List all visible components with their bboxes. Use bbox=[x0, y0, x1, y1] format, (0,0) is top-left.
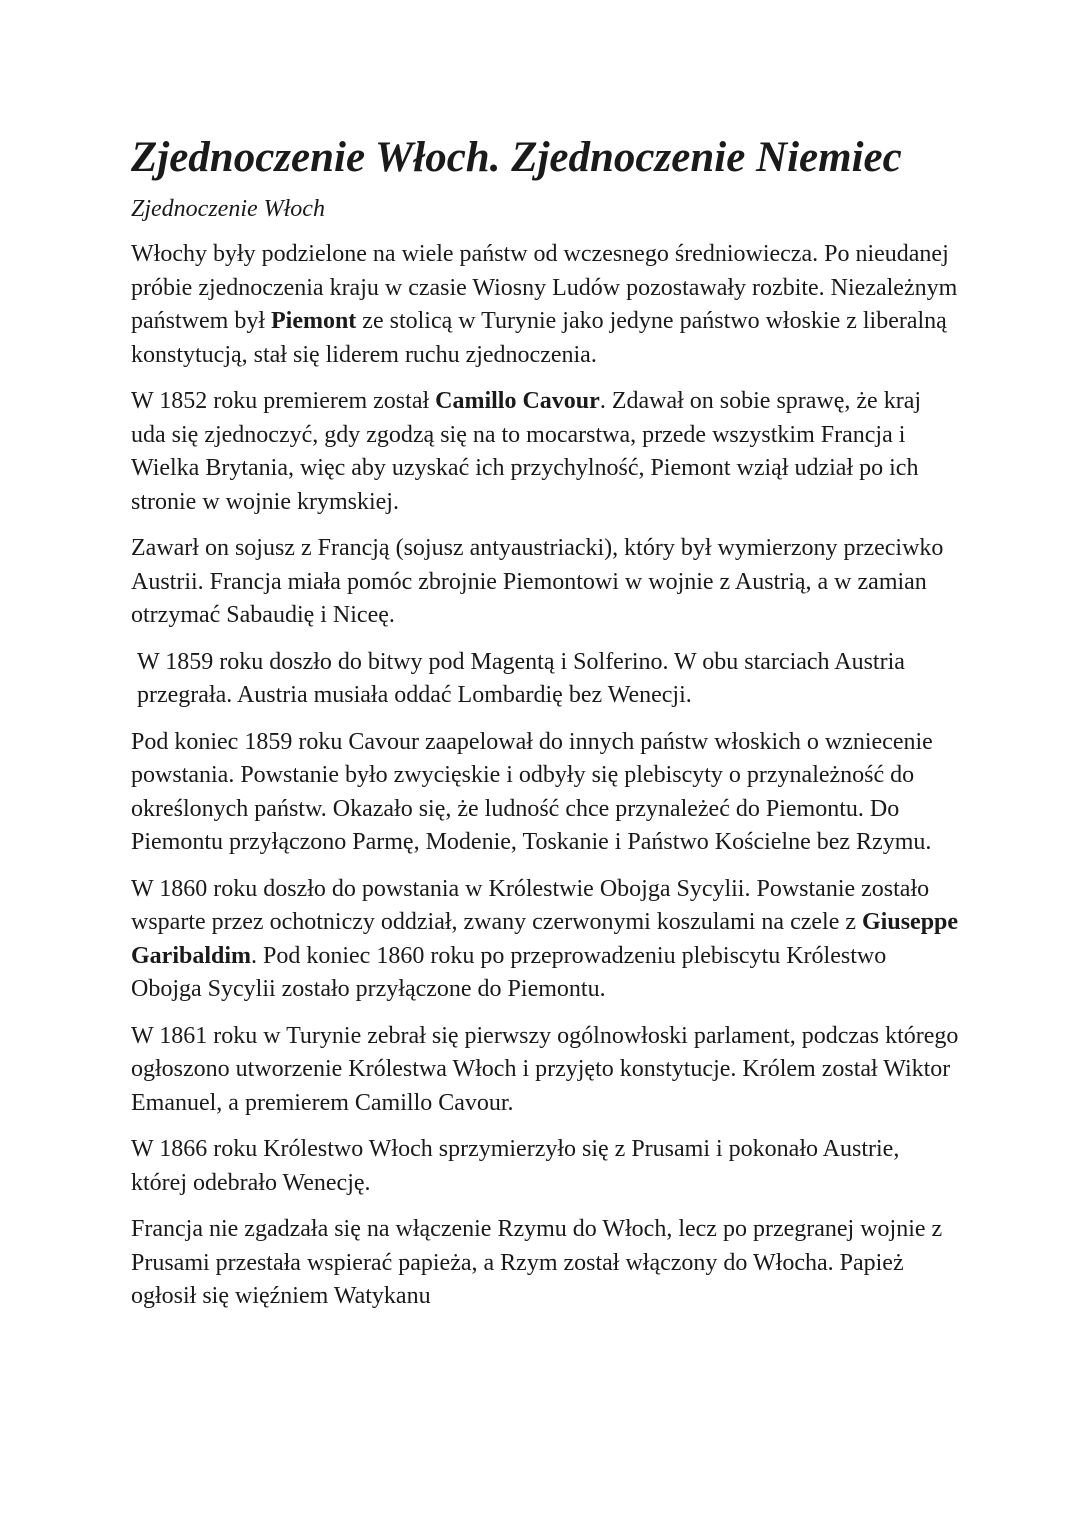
paragraph-9: Francja nie zgadzała się na włączenie Rzymu do Włoch, lecz po przegranej wojnie z Prusami przestała wspierać papieża, a Rzym został włączony do Włocha. Papież ogłosił się więźniem Watykanu bbox=[131, 1216, 943, 1309]
document-page bbox=[131, 130, 961, 1327]
paragraph-6: W 1860 roku doszło do powstania w Królestwie Obojga Sycylii. Powstanie zostało wsparte przez ochotniczy oddział, zwany czerwonymi koszulami na czele z Giuseppe Garibaldim. Pod koniec 1860 roku po przeprowadzeniu plebiscytu Królestwo Obojga Sycylii zostało przyłączone do Piemontu. bbox=[131, 875, 959, 1002]
section-subtitle: Zjednoczenie Włoch bbox=[131, 196, 325, 222]
bold-term-garibaldi: Giuseppe Garibaldim bbox=[131, 909, 959, 969]
document-title: Zjednoczenie Włoch. Zjednoczenie Niemiec bbox=[131, 134, 902, 181]
paragraph-2: W 1852 roku premierem został Camillo Cavour. Zdawał on sobie sprawę, że kraj uda się zjednoczyć, gdy zgodzą się na to mocarstwa, przede wszystkim Francja i Wielka Brytania, więc aby uzyskać ich przychylność, Piemont wziął udział po ich stronie w wojnie krymskiej. bbox=[131, 388, 922, 515]
paragraph-4: W 1859 roku doszło do bitwy pod Magentą i Solferino. W obu starciach Austria przegrała. Austria musiała oddać Lombardię bez Wenecji. bbox=[137, 648, 905, 708]
paragraph-7: W 1861 roku w Turynie zebrał się pierwszy ogólnowłoski parlament, podczas którego ogłoszono utworzenie Królestwa Włoch i przyjęto konstytucje. Królem został Wiktor Emanuel, a premierem Camillo Cavour. bbox=[131, 1022, 959, 1116]
paragraph-8: W 1866 roku Królestwo Włoch sprzymierzyło się z Prusami i pokonało Austrie, której odebrało Wenecję. bbox=[131, 1136, 900, 1196]
bold-term-piemont: Piemont bbox=[270, 308, 357, 334]
paragraph-1: Włochy były podzielone na wiele państw od wczesnego średniowiecza. Po nieudanej próbie zjednoczenia kraju w czasie Wiosny Ludów pozostawały rozbite. Niezależnym państwem był Piemont ze stolicą w Turynie jako jedyne państwo włoskie z liberalną konstytucją, stał się liderem ruchu zjednoczenia. bbox=[131, 241, 958, 368]
bold-term-cavour: Camillo Cavour bbox=[435, 388, 600, 414]
paragraph-3: Zawarł on sojusz z Francją (sojusz antyaustriacki), który był wymierzony przeciwko Austrii. Francja miała pomóc zbrojnie Piemontowi w wojnie z Austrią, a w zamian otrzymać Sabaudię i Niceę. bbox=[131, 535, 944, 628]
paragraph-5: Pod koniec 1859 roku Cavour zaapelował do innych państw włoskich o wzniecenie powstania. Powstanie było zwycięskie i odbyły się plebiscyty o przynależność do określonych państw. Okazało się, że ludność chce przynależeć do Piemontu. Do Piemontu przyłączono Parmę, Modenie, Toskanie i Państwo Kościelne bez Rzymu. bbox=[131, 728, 933, 855]
